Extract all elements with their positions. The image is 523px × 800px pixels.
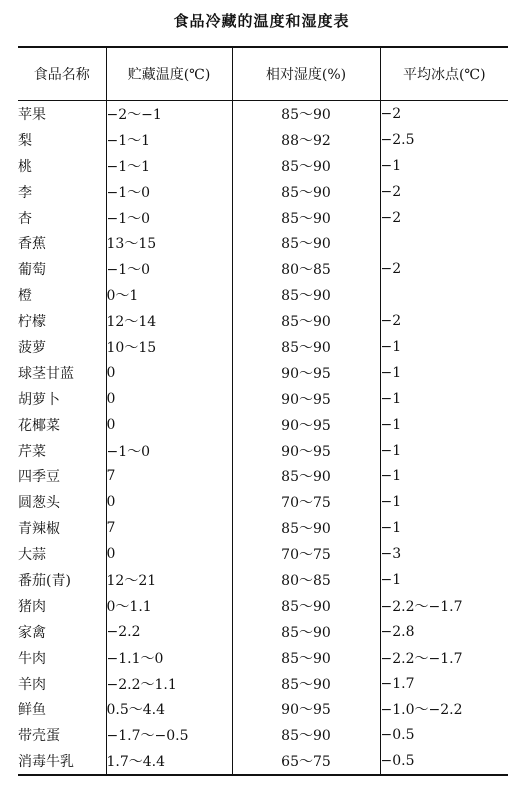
- table-row: [18, 179, 508, 205]
- freezing-point-cell: −2.5: [380, 127, 508, 153]
- food-name-cell: 猪肉: [18, 598, 46, 615]
- freezing-point-cell: −2: [380, 308, 508, 334]
- humidity-cell: 85～90: [232, 593, 380, 619]
- food-name-cell: 带壳蛋: [18, 728, 60, 745]
- header-freezing-point: 平均冰点(℃): [380, 47, 508, 101]
- food-name-cell: 杏: [18, 210, 32, 227]
- storage-temp-cell: −1～0: [106, 256, 232, 282]
- storage-temp-cell: −2～−1: [106, 101, 232, 127]
- storage-temp-cell: −1～1: [106, 153, 232, 179]
- food-name-cell: 四季豆: [18, 469, 60, 486]
- humidity-cell: 70～75: [232, 541, 380, 567]
- storage-temp-cell: −1～0: [106, 438, 232, 464]
- freezing-point-cell: −2: [380, 101, 508, 127]
- table-row: [18, 515, 508, 541]
- storage-temp-cell: 0: [106, 412, 232, 438]
- freezing-point-cell: −2: [380, 205, 508, 231]
- storage-temp-cell: −1～0: [106, 205, 232, 231]
- table-row: [18, 360, 508, 386]
- storage-temp-cell: 1.7～4.4: [106, 748, 232, 775]
- food-name-cell: 球茎甘蓝: [18, 365, 74, 382]
- humidity-cell: 85～90: [232, 671, 380, 697]
- humidity-cell: 90～95: [232, 360, 380, 386]
- humidity-cell: 70～75: [232, 489, 380, 515]
- storage-temp-cell: 0～1.1: [106, 593, 232, 619]
- storage-temp-cell: 0.5～4.4: [106, 696, 232, 722]
- humidity-cell: 80～85: [232, 256, 380, 282]
- table-row: [18, 438, 508, 464]
- freezing-point-cell: [380, 282, 508, 308]
- storage-temp-cell: −1～0: [106, 179, 232, 205]
- table-row: [18, 334, 508, 360]
- freezing-point-cell: −1.0～−2.2: [380, 696, 508, 722]
- storage-temp-cell: −1～1: [106, 127, 232, 153]
- table-row: [18, 127, 508, 153]
- food-name-cell: 香蕉: [18, 236, 46, 253]
- humidity-cell: 65～75: [232, 748, 380, 775]
- freezing-point-cell: −1: [380, 515, 508, 541]
- storage-temp-cell: −1.7～−0.5: [106, 722, 232, 748]
- food-name-cell: 李: [18, 184, 32, 201]
- storage-temp-cell: 0～1: [106, 282, 232, 308]
- humidity-cell: 85～90: [232, 463, 380, 489]
- food-name-cell: 葡萄: [18, 262, 46, 279]
- freezing-point-cell: −0.5: [380, 748, 508, 775]
- humidity-cell: 90～95: [232, 438, 380, 464]
- food-name-cell: 牛肉: [18, 650, 46, 667]
- storage-temp-cell: −1.1～0: [106, 645, 232, 671]
- storage-temp-cell: −2.2: [106, 619, 232, 645]
- freezing-point-cell: −1: [380, 567, 508, 593]
- freezing-point-cell: −1: [380, 153, 508, 179]
- table-row: [18, 153, 508, 179]
- table-row: [18, 593, 508, 619]
- table-body: [18, 101, 508, 776]
- food-name-cell: 圆葱头: [18, 495, 60, 512]
- food-name-cell: 苹果: [18, 106, 46, 123]
- table-row: [18, 205, 508, 231]
- table-row: [18, 230, 508, 256]
- humidity-cell: 88～92: [232, 127, 380, 153]
- table-row: [18, 567, 508, 593]
- humidity-cell: 85～90: [232, 101, 380, 127]
- storage-temp-cell: 7: [106, 515, 232, 541]
- humidity-cell: 85～90: [232, 308, 380, 334]
- header-food-name: 食品名称: [33, 67, 90, 83]
- freezing-point-cell: −2: [380, 256, 508, 282]
- food-name-cell: 芹菜: [18, 443, 46, 460]
- table-row: [18, 412, 508, 438]
- food-name-cell: 家禽: [18, 624, 46, 641]
- storage-temp-cell: 0: [106, 541, 232, 567]
- food-name-cell: 花椰菜: [18, 417, 60, 434]
- freezing-point-cell: −3: [380, 541, 508, 567]
- food-name-cell: 消毒牛乳: [18, 754, 74, 771]
- humidity-cell: 90～95: [232, 386, 380, 412]
- freezing-point-cell: [380, 230, 508, 256]
- humidity-cell: 85～90: [232, 230, 380, 256]
- freezing-point-cell: −2.2～−1.7: [380, 593, 508, 619]
- table-row: [18, 256, 508, 282]
- humidity-cell: 90～95: [232, 412, 380, 438]
- food-name-cell: 橙: [18, 288, 32, 305]
- food-name-cell: 菠萝: [18, 339, 46, 356]
- storage-temp-cell: 13～15: [106, 230, 232, 256]
- storage-temp-cell: 7: [106, 463, 232, 489]
- storage-table: [18, 46, 508, 776]
- storage-temp-cell: 0: [106, 386, 232, 412]
- freezing-point-cell: −2: [380, 179, 508, 205]
- humidity-cell: 85～90: [232, 282, 380, 308]
- humidity-cell: 85～90: [232, 205, 380, 231]
- food-name-cell: 羊肉: [18, 676, 46, 693]
- freezing-point-cell: −1: [380, 334, 508, 360]
- food-name-cell: 胡萝卜: [18, 391, 60, 408]
- table-row: [18, 748, 508, 775]
- humidity-cell: 80～85: [232, 567, 380, 593]
- humidity-cell: 85～90: [232, 722, 380, 748]
- storage-temp-cell: 10～15: [106, 334, 232, 360]
- table-title: 食品冷藏的温度和湿度表: [173, 12, 350, 30]
- food-name-cell: 柠檬: [18, 314, 46, 331]
- humidity-cell: 85～90: [232, 645, 380, 671]
- storage-temp-cell: 0: [106, 360, 232, 386]
- storage-temp-cell: 12～21: [106, 567, 232, 593]
- table-row: [18, 645, 508, 671]
- humidity-cell: 85～90: [232, 619, 380, 645]
- food-name-cell: 大蒜: [18, 547, 46, 564]
- food-name-cell: 番茄(青): [18, 572, 71, 589]
- freezing-point-cell: −1: [380, 438, 508, 464]
- table-row: [18, 308, 508, 334]
- header-humidity: 相对湿度(%): [232, 47, 380, 101]
- table-row: [18, 619, 508, 645]
- freezing-point-cell: −2.2～−1.7: [380, 645, 508, 671]
- table-row: [18, 696, 508, 722]
- freezing-point-cell: −2.8: [380, 619, 508, 645]
- freezing-point-cell: −1: [380, 386, 508, 412]
- storage-temp-cell: 12～14: [106, 308, 232, 334]
- humidity-cell: 90～95: [232, 696, 380, 722]
- freezing-point-cell: −1: [380, 489, 508, 515]
- freezing-point-cell: −1.7: [380, 671, 508, 697]
- freezing-point-cell: −1: [380, 463, 508, 489]
- freezing-point-cell: −1: [380, 412, 508, 438]
- humidity-cell: 85～90: [232, 334, 380, 360]
- table-row: [18, 463, 508, 489]
- header-row: [18, 47, 508, 101]
- table-row: [18, 541, 508, 567]
- food-name-cell: 鲜鱼: [18, 702, 46, 719]
- table-row: [18, 489, 508, 515]
- header-storage-temp: 贮藏温度(℃): [106, 47, 232, 101]
- humidity-cell: 85～90: [232, 153, 380, 179]
- humidity-cell: 85～90: [232, 515, 380, 541]
- food-name-cell: 桃: [18, 158, 32, 175]
- table-row: [18, 386, 508, 412]
- table-row: [18, 282, 508, 308]
- humidity-cell: 85～90: [232, 179, 380, 205]
- table-row: [18, 101, 508, 127]
- food-name-cell: 青辣椒: [18, 521, 60, 538]
- table-row: [18, 722, 508, 748]
- food-name-cell: 梨: [18, 132, 32, 149]
- freezing-point-cell: −1: [380, 360, 508, 386]
- freezing-point-cell: −0.5: [380, 722, 508, 748]
- storage-temp-cell: −2.2～1.1: [106, 671, 232, 697]
- table-row: [18, 671, 508, 697]
- storage-temp-cell: 0: [106, 489, 232, 515]
